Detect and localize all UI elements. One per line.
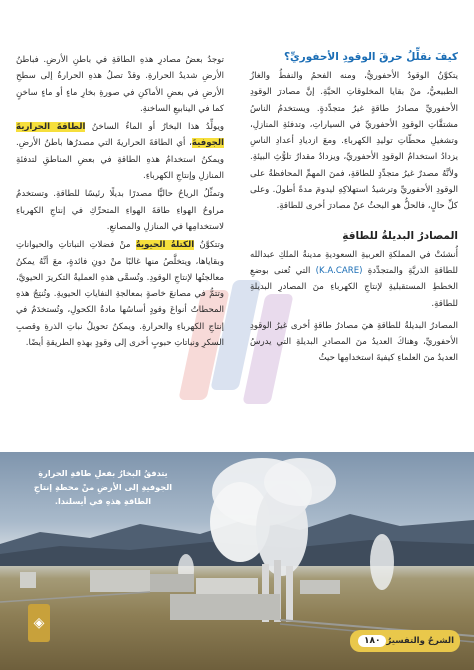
- paragraph-alternative-sources: المصادرُ البديلةُ للطاقةِ هيَ مصادرُ طاقةٍ أخرى غيرُ الوقودِ الأحفوريِّ، وهناكَ العديدُ منَ المصادرِ البديلةِ التي يدرسُ العديدُ منَ العلماءِ كيفيةَ استخدامِها حيثُ: [250, 320, 458, 364]
- section-heading-fossil-fuel: كيفَ نقلِّلُ حرقَ الوقودِ الأحفوريِّ؟: [283, 51, 458, 63]
- term-biomass: الكتلةُ الحيويةُ: [135, 240, 195, 251]
- paragraph-geothermal: [16, 119, 224, 184]
- kacare-acronym: (K.A.CARE): [315, 265, 363, 276]
- footer-label-text: الشرحُ والتفسيرُ: [386, 636, 454, 646]
- paragraph-kacare: [250, 247, 458, 312]
- book-icon: ◈: [28, 604, 50, 642]
- biomass-post: منْ فضلاتِ النباتاتِ والحيواناتِ وبقاياها، ويتخلَّصُ منها غالبًا منْ دونِ فائدةٍ، معَ أنَّهُ يمكنُ معالجتُها لإنتاجِ الوقودِ. وتُسمَّى هذهِ العمليةُ التكريرَ الحيويَّ، وتتمُّ في مصانعَ خاصةٍ بمعالجةِ النفاياتِ الحيويةِ. وتُنتِجُ هذهِ المحطاتُ أنواعَ وقودٍ أساسُها مادةُ الكحولِ، وتُستخدَمُ في إنتاجِ الكهرباءِ والحرارةِ. ويمكنُ تحويلُ نباتِ الذرةِ وقصبِ السكرِ ونباتاتِ حبوبٍ أخرى إلى وقودٍ بهذهِ الطريقةِ أيضًا.: [16, 240, 224, 349]
- paragraph-biomass: [16, 237, 224, 351]
- geothermal-pre: ويولِّدُ هذا البخارُ أو الماءُ الساخنُ: [91, 122, 224, 133]
- paragraph-earth-interior: توجدُ بعضُ مصادرِ هذهِ الطاقةِ في باطنِ الأرضِ. فباطنُ الأرضِ شديدُ الحرارةِ. وقدْ تصلُ هذهِ الحرارةُ إلى سطحِ الأرضِ في بعضِ الأماكنِ في صورةِ بخارِ ماءٍ أو ماءٍ ساخنٍ كما في الينابيعِ الساخنةِ.: [16, 55, 224, 114]
- paragraph-fossil-fuel: يتكوَّنُ الوقودُ الأحفوريُّ، ومنه الفحمُ والنفطُ والغازُ الطبيعيُّ، منْ بقايا المخلوقاتِ الحيَّةِ. إنَّ مصادرَ الوقودِ الأحفوريِّ مصادرُ طاقةٍ غيرُ متجدِّدةٍ. ويستخدمُ الناسُ مشتقَّاتِ الوقودِ الأحفوريِّ في السياراتِ، وتدفئةِ المنازلِ، وتشغيلِ محطّاتِ توليدِ الكهرباءِ. ومعَ ازديادِ أعدادِ الناسِ يزدادُ استخدامُ الوقودِ الأحفوريِّ، ويزدادُ مقدارُ تلوُّثِ البيئةِ. ولأنَّهُ مصدرٌ غيرُ متجدِّدٍ للطاقةِ، فمنَ المهمِّ المحافظةُ على الوقودِ الأحفوريِّ وترشيدُ استهلاكِهِ ليدومَ مدةً أطولَ. وعلى كلِّ حالٍ، فالحلُّ هو البحثُ عنْ مصادرَ أخرى للطاقةِ.: [250, 71, 458, 212]
- kacare-text-a: أُنشئتْ في المملكةِ العربيةِ السعوديةِ مدينةُ الملكِ عبدالله للطاقةِ الذريَّةِ والمتجدِّدةِ: [250, 249, 458, 276]
- footer-section-label: [350, 630, 460, 652]
- photo-caption: يتدفقُ البخارُ بفعلِ طاقةِ الحرارةِ الجوفيةِ إلى الأرضِ منْ محطةِ إنتاجِ الطاقةِ هذهِ في أيسلندا.: [33, 468, 173, 506]
- term-geothermal-energy: الطاقةَ الحراريةَ الجوفيةَ: [16, 122, 224, 149]
- section-heading-alternative-energy: المصادرُ البديلةُ للطاقةِ: [342, 229, 458, 242]
- biomass-pre: وتتكوَّنُ: [199, 240, 224, 251]
- right-column: [250, 44, 458, 369]
- paragraph-wind: وتمثِّلُ الرياحُ حاليًّا مصدرًا بديلًا رئيسًا للطاقةِ. وتستخدمُ مراوحُ الهواءِ طاقةَ الهواءِ المتحرِّكِ في إنتاجِ الكهرباءِ لاستخدامِها في المنازلِ والمصانعِ.: [16, 189, 224, 232]
- page-number: ١٨٠: [358, 635, 386, 647]
- left-column: [16, 52, 224, 353]
- geothermal-post: ، أي الطاقةَ الحراريةَ التي مصدرُها باطنُ الأرضِ. ويمكنُ استخدامُ هذهِ الطاقةِ في بعضِ المناطقِ لتدفئةِ المنازلِ وإنتاجِ الكهرباءِ.: [16, 138, 224, 182]
- kacare-text-c: التي تُعنى بوضعِ الخططِ المستقبليةِ لإنتاجِ الكهرباءِ منَ المصادرِ البديلةِ للطاقةِ.: [250, 265, 458, 309]
